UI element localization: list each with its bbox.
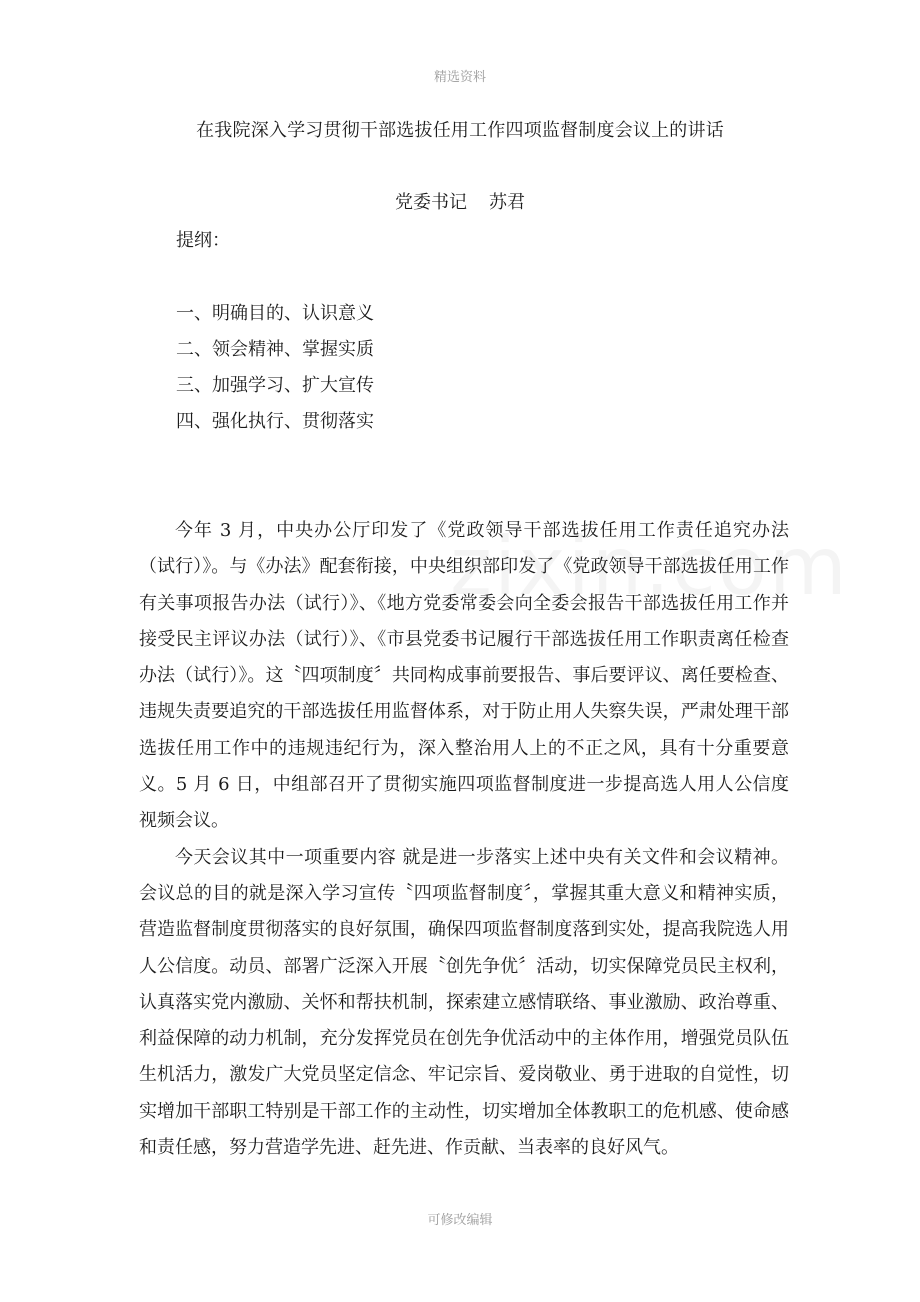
outline-item: 二、领会精神、掌握实质	[176, 339, 374, 360]
author-line	[0, 188, 920, 214]
outline-list	[176, 296, 374, 440]
paragraph: 今年 3 月，中央办公厅印发了《党政领导干部选拔任用工作责任追究办法（试行）》。与《办法》配套衔接，中央组织部印发了《党政领导干部选拔任用工作有关事项报告办法（试行）》、《地方党委常委会向全委会报告干部选拔任用工作并接受民主评议办法（试行）》、《市县党委书记履行干部选拔任用工作职责离任检查办法（试行）》。这〝四项制度〞共同构成事前要报告、事后要评议、离任要检查、违规失责要追究的干部选拔任用监督体系，对于防止用人失察失误，严肃处理干部选拔任用工作中的违规违纪行为，深入整治用人上的不正之风，具有十分重要意义。5 月 6 日，中组部召开了贯彻实施四项监督制度进一步提高选人用人公信度视频会议。	[139, 520, 789, 832]
body-text	[139, 513, 789, 1166]
outline-item: 三、加强学习、扩大宣传	[176, 375, 374, 396]
author-name: 苏君	[489, 192, 525, 213]
footer-note: 可修改编辑	[427, 1213, 493, 1228]
header-note: 精选资料	[433, 70, 486, 85]
outline-item: 四、强化执行、贯彻落实	[176, 411, 374, 432]
author-position: 党委书记	[395, 192, 467, 213]
outline-item: 一、明确目的、认识意义	[176, 303, 374, 324]
paragraph: 今天会议其中一项重要内容 就是进一步落实上述中央有关文件和会议精神。会议总的目的就是深入学习宣传〝四项监督制度〞，掌握其重大意义和精神实质，营造监督制度贯彻落实的良好氛围，确保四项监督制度落到实处，提高我院选人用人公信度。动员、部署广泛深入开展〝创先争优〞活动，切实保障党员民主权利，认真落实党内激励、关怀和帮扶机制，探索建立感情联络、事业激励、政治尊重、利益保障的动力机制，充分发挥党员在创先争优活动中的主体作用，增强党员队伍生机活力，激发广大党员坚定信念、牢记宗旨、爱岗敬业、勇于进取的自觉性，切实增加干部职工特别是干部工作的主动性，切实增加全体教职工的危机感、使命感和责任感，努力营造学先进、赶先进、作贡献、当表率的良好风气。	[139, 846, 789, 1159]
page-title: 在我院深入学习贯彻干部选拔任用工作四项监督制度会议上的讲话	[196, 120, 724, 141]
outline-label: 提纲：	[176, 230, 230, 251]
